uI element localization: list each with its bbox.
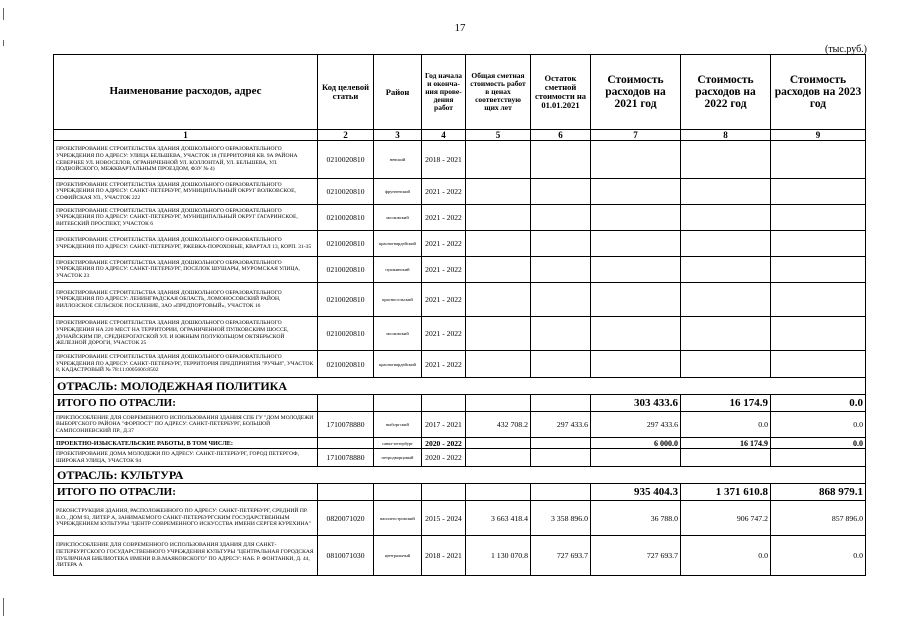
header-remainder: Остаток сметной стоимости на 01.01.2021 — [531, 55, 591, 130]
row-total: 3 663 418.4 — [466, 501, 531, 536]
row-remainder — [531, 179, 591, 205]
row-2022 — [681, 257, 771, 283]
empty-cell — [531, 484, 591, 501]
row-2023 — [771, 205, 866, 231]
row-code: 0210020810 — [318, 257, 374, 283]
row-district: красногвардейский — [374, 231, 422, 257]
column-number-row — [54, 130, 866, 141]
row-2023: 857 896.0 — [771, 501, 866, 536]
row-name: ПРОЕКТИРОВАНИЕ СТРОИТЕЛЬСТВА ЗДАНИЯ ДОШКОЛЬНОГО ОБРАЗОВАТЕЛЬНОГО УЧРЕЖДЕНИЯ ПО АДРЕСУ: САНКТ-ПЕТЕРБУРГ, МУНИЦИПАЛЬНЫЙ ОКРУГ ГАГАРИНСКОЕ, ВИТЕБСКИЙ ПРОСПЕКТ, УЧАСТОК 6 — [54, 205, 318, 231]
subtotal-years: 2020 - 2022 — [422, 438, 466, 449]
section-total-2021: 935 404.3 — [591, 484, 681, 501]
row-name: ПРОЕКТИРОВАНИЕ СТРОИТЕЛЬСТВА ЗДАНИЯ ДОШКОЛЬНОГО ОБРАЗОВАТЕЛЬНОГО УЧРЕЖДЕНИЯ НА 220 МЕСТ НА ТЕРРИТОРИИ, ОГРАНИЧЕННОЙ ПУЛКОВСКИМ ШОССЕ, ДУНАЙСКИМ ПР., СРЕДНЕРОГАТСКОЙ УЛ. И ЮЖНЫМ ПОЛУКОЛЬЦОМ ОКТЯБРЬСКОЙ ЖЕЛЕЗНОЙ ДОРОГИ, УЧАСТОК 25 — [54, 317, 318, 351]
row-district: пушкинский — [374, 257, 422, 283]
row-name: РЕКОНСТРУКЦИЯ ЗДАНИЯ, РАСПОЛОЖЕННОГО ПО АДРЕСУ: САНКТ-ПЕТЕРБУРГ, СРЕДНИЙ ПР. В.О., ДОМ 93, ЛИТЕР А, ЗАНИМАЕМОГО САНКТ-ПЕТЕРБУРГСКИМ ГОСУДАРСТВЕННЫМ УЧРЕЖДЕНИЕМ КУЛЬТУРЫ "ЦЕНТР СОВРЕМЕННОГО ИСКУССТВА ИМЕНИ СЕРГЕЯ КУРЕХИНА" — [54, 501, 318, 536]
page-number: 17 — [454, 22, 466, 34]
row-2023: 0.0 — [771, 536, 866, 576]
header-cost-2023: Стоимость расходов на 2023 год — [771, 55, 866, 130]
row-years: 2021 - 2022 — [422, 257, 466, 283]
section-total-2022: 16 174.9 — [681, 395, 771, 412]
section-header-row — [54, 467, 866, 484]
empty-cell — [681, 449, 771, 467]
row-name: ПРОЕКТИРОВАНИЕ ДОМА МОЛОДЕЖИ ПО АДРЕСУ: САНКТ-ПЕТЕРБУРГ, ГОРОД ПЕТЕРГОФ, ШИРОКАЯ УЛИЦА, УЧАСТОК 94 — [54, 449, 318, 467]
row-remainder: 297 433.6 — [531, 412, 591, 438]
row-total — [466, 257, 531, 283]
section-total-2023: 868 979.1 — [771, 484, 866, 501]
empty-cell — [374, 395, 422, 412]
row-2022 — [681, 317, 771, 351]
row-2021 — [591, 257, 681, 283]
column-number: 7 — [591, 130, 681, 141]
row-district: петродворцовый — [374, 449, 422, 467]
header-code: Код целевой статьи — [318, 55, 374, 130]
empty-cell — [531, 395, 591, 412]
table-row — [54, 283, 866, 317]
row-name: ПРОЕКТИРОВАНИЕ СТРОИТЕЛЬСТВА ЗДАНИЯ ДОШКОЛЬНОГО ОБРАЗОВАТЕЛЬНОГО УЧРЕЖДЕНИЯ ПО АДРЕСУ: САНКТ-ПЕТЕРБУРГ, ПОСЕЛОК ШУШАРЫ, МУРОМСКАЯ УЛИЦА, УЧАСТОК 23 — [54, 257, 318, 283]
expenses-table — [53, 54, 866, 576]
row-2022 — [681, 179, 771, 205]
column-number: 3 — [374, 130, 422, 141]
table-row — [54, 205, 866, 231]
row-total — [466, 205, 531, 231]
table-row — [54, 179, 866, 205]
row-code: 0210020810 — [318, 283, 374, 317]
row-code: 0820071020 — [318, 501, 374, 536]
empty-cell — [466, 484, 531, 501]
row-name: ПРОЕКТИРОВАНИЕ СТРОИТЕЛЬСТВА ЗДАНИЯ ДОШКОЛЬНОГО ОБРАЗОВАТЕЛЬНОГО УЧРЕЖДЕНИЯ ПО АДРЕСУ: САНКТ-ПЕТЕРБУРГ, ТЕРРИТОРИЯ ПРЕДПРИЯТИЯ "РУЧЬИ", УЧАСТОК 8, КАДАСТРОВЫЙ № 78:11:0005606:8502 — [54, 351, 318, 378]
row-total — [466, 179, 531, 205]
row-years: 2021 - 2022 — [422, 179, 466, 205]
row-2023 — [771, 317, 866, 351]
empty-cell — [591, 449, 681, 467]
row-2021 — [591, 179, 681, 205]
empty-cell — [318, 438, 374, 449]
row-remainder: 727 693.7 — [531, 536, 591, 576]
row-total — [466, 351, 531, 378]
row-district: центральный — [374, 536, 422, 576]
column-number: 2 — [318, 130, 374, 141]
section-total-2021: 303 433.6 — [591, 395, 681, 412]
empty-cell — [318, 484, 374, 501]
row-name: ПРОЕКТИРОВАНИЕ СТРОИТЕЛЬСТВА ЗДАНИЯ ДОШКОЛЬНОГО ОБРАЗОВАТЕЛЬНОГО УЧРЕЖДЕНИЯ ПО АДРЕСУ: УЛИЦА БЕЛЬШЕВА, УЧАСТОК 18 (ТЕРРИТОРИЯ КВ. 9А РАЙОНА СЕВЕРНЕЕ УЛ. НОВОСЕЛОВ, ОГРАНИЧЕННОЙ УЛ. КОЛЛОНТАЙ, УЛ. БЕЛЬШЕВА, УЛ. ПОДВОЙСКОГО, МЕЖКВАРТАЛЬНЫМ ПРОЕЗДОМ, ФЗУ № 4) — [54, 141, 318, 179]
row-2021 — [591, 231, 681, 257]
row-2022 — [681, 351, 771, 378]
row-name: ПРОЕКТИРОВАНИЕ СТРОИТЕЛЬСТВА ЗДАНИЯ ДОШКОЛЬНОГО ОБРАЗОВАТЕЛЬНОГО УЧРЕЖДЕНИЯ ПО АДРЕСУ: САНКТ-ПЕТЕРБУРГ, РЖЕВКА-ПОРОХОВЫЕ, КВАРТАЛ 13, КОРП. 31-35 — [54, 231, 318, 257]
row-years: 2021 - 2022 — [422, 231, 466, 257]
table-row — [54, 257, 866, 283]
header-cost-2022: Стоимость расходов на 2022 год — [681, 55, 771, 130]
row-total — [466, 283, 531, 317]
section-total-label: ИТОГО ПО ОТРАСЛИ: — [54, 484, 318, 501]
empty-cell — [771, 449, 866, 467]
row-years: 2021 - 2022 — [422, 317, 466, 351]
row-2021 — [591, 141, 681, 179]
row-2023 — [771, 257, 866, 283]
row-2023 — [771, 179, 866, 205]
table-row — [54, 351, 866, 378]
row-years: 2015 - 2024 — [422, 501, 466, 536]
row-code: 0210020810 — [318, 141, 374, 179]
section-header-row — [54, 378, 866, 395]
subtotal-district: санкт-петербург — [374, 438, 422, 449]
row-district: фрунзенский — [374, 179, 422, 205]
row-remainder — [531, 351, 591, 378]
binding-margin-mark — [3, 8, 4, 20]
row-remainder — [531, 205, 591, 231]
row-district: красногвардейский — [374, 351, 422, 378]
column-number: 1 — [54, 130, 318, 141]
row-2022 — [681, 141, 771, 179]
header-total-cost: Общая сметная стоимость работ в ценах соответствую щих лет — [466, 55, 531, 130]
table-row — [54, 501, 866, 536]
section-total-2023: 0.0 — [771, 395, 866, 412]
row-2021 — [591, 205, 681, 231]
binding-margin-mark — [3, 40, 4, 46]
column-number: 4 — [422, 130, 466, 141]
row-remainder: 3 358 896.0 — [531, 501, 591, 536]
table-row — [54, 317, 866, 351]
row-name: ПРИСПОСОБЛЕНИЕ ДЛЯ СОВРЕМЕННОГО ИСПОЛЬЗОВАНИЯ ЗДАНИЯ СПБ ГУ "ДОМ МОЛОДЕЖИ ВЫБОРГСКОГО РАЙОНА "ФОРПОСТ" ПО АДРЕСУ: САНКТ-ПЕТЕРБУРГ, БОЛЬШОЙ САМПСОНИЕВСКИЙ ПР., Д.37 — [54, 412, 318, 438]
row-remainder — [531, 141, 591, 179]
subtotal-name: ПРОЕКТНО-ИЗЫСКАТЕЛЬСКИЕ РАБОТЫ, В ТОМ ЧИСЛЕ: — [54, 438, 318, 449]
subtotal-2022: 16 174.9 — [681, 438, 771, 449]
row-remainder — [531, 231, 591, 257]
row-2021: 727 693.7 — [591, 536, 681, 576]
empty-cell — [531, 438, 591, 449]
section-title-youth: ОТРАСЛЬ: МОЛОДЕЖНАЯ ПОЛИТИКА — [54, 378, 866, 395]
row-total — [466, 231, 531, 257]
table-row — [54, 231, 866, 257]
table-row — [54, 449, 866, 467]
column-number: 6 — [531, 130, 591, 141]
row-total: 432 708.2 — [466, 412, 531, 438]
header-cost-2021: Стоимость расходов на 2021 год — [591, 55, 681, 130]
row-2021: 36 788.0 — [591, 501, 681, 536]
table-row — [54, 141, 866, 179]
row-years: 2018 - 2021 — [422, 141, 466, 179]
section-total-2022: 1 371 610.8 — [681, 484, 771, 501]
row-code: 0210020810 — [318, 205, 374, 231]
row-district: московский — [374, 205, 422, 231]
row-years: 2021 - 2022 — [422, 351, 466, 378]
row-2023 — [771, 351, 866, 378]
row-years: 2021 - 2022 — [422, 283, 466, 317]
row-2021 — [591, 317, 681, 351]
row-2021 — [591, 351, 681, 378]
row-name: ПРОЕКТИРОВАНИЕ СТРОИТЕЛЬСТВА ЗДАНИЯ ДОШКОЛЬНОГО ОБРАЗОВАТЕЛЬНОГО УЧРЕЖДЕНИЯ ПО АДРЕСУ: САНКТ-ПЕТЕРБУРГ, МУНИЦИПАЛЬНЫЙ ОКРУГ ВОЛКОВСКОЕ, СОФИЙСКАЯ УЛ., УЧАСТОК 222 — [54, 179, 318, 205]
empty-cell — [318, 395, 374, 412]
column-number: 8 — [681, 130, 771, 141]
row-code: 0210020810 — [318, 351, 374, 378]
row-2023 — [771, 141, 866, 179]
row-remainder — [531, 257, 591, 283]
units-label: (тыс.руб.) — [824, 44, 867, 55]
section-total-row — [54, 484, 866, 501]
row-2022 — [681, 283, 771, 317]
subtotal-2021: 6 000.0 — [591, 438, 681, 449]
header-years: Год начала и оконча-ния прове-дения работ — [422, 55, 466, 130]
row-district: московский — [374, 317, 422, 351]
row-total — [466, 317, 531, 351]
row-total: 1 130 070.8 — [466, 536, 531, 576]
table-row — [54, 536, 866, 576]
row-2023 — [771, 231, 866, 257]
row-2022: 0.0 — [681, 412, 771, 438]
row-name: ПРОЕКТИРОВАНИЕ СТРОИТЕЛЬСТВА ЗДАНИЯ ДОШКОЛЬНОГО ОБРАЗОВАТЕЛЬНОГО УЧРЕЖДЕНИЯ ПО АДРЕСУ: ЛЕНИНГРАДСКАЯ ОБЛАСТЬ, ЛОМОНОСОВСКИЙ РАЙОН, ВИЛЛОЗСКОЕ СЕЛЬСКОЕ ПОСЕЛЕНИЕ, ЗАО «ПРЕДПОРТОВЫЙ», УЧАСТОК 16 — [54, 283, 318, 317]
binding-margin-mark — [3, 598, 4, 616]
row-2022: 906 747.2 — [681, 501, 771, 536]
row-remainder — [531, 317, 591, 351]
row-2022 — [681, 205, 771, 231]
header-district: Район — [374, 55, 422, 130]
row-2022: 0.0 — [681, 536, 771, 576]
subtotal-row — [54, 438, 866, 449]
row-district: красносельский — [374, 283, 422, 317]
row-remainder — [531, 283, 591, 317]
row-code: 0810071030 — [318, 536, 374, 576]
row-2023 — [771, 283, 866, 317]
section-total-label: ИТОГО ПО ОТРАСЛИ: — [54, 395, 318, 412]
section-total-row — [54, 395, 866, 412]
table-row — [54, 412, 866, 438]
section-title-culture: ОТРАСЛЬ: КУЛЬТУРА — [54, 467, 866, 484]
row-code: 1710078880 — [318, 412, 374, 438]
empty-cell — [374, 484, 422, 501]
empty-cell — [466, 449, 531, 467]
column-number: 5 — [466, 130, 531, 141]
row-years: 2017 - 2021 — [422, 412, 466, 438]
row-2022 — [681, 231, 771, 257]
empty-cell — [466, 395, 531, 412]
row-total — [466, 141, 531, 179]
subtotal-2023: 0.0 — [771, 438, 866, 449]
row-name: ПРИСПОСОБЛЕНИЕ ДЛЯ СОВРЕМЕННОГО ИСПОЛЬЗОВАНИЯ ЗДАНИЯ ДЛЯ САНКТ-ПЕТЕРБУРГСКОГО ГОСУДАРСТВЕННОГО УЧРЕЖДЕНИЯ КУЛЬТУРЫ "ЦЕНТРАЛЬНАЯ ГОРОДСКАЯ ПУБЛИЧНАЯ БИБЛИОТЕКА ИМЕНИ В.В.МАЯКОВСКОГО" ПО АДРЕСУ: НАБ. Р. ФОНТАНКИ, Д. 44, ЛИТЕРА А — [54, 536, 318, 576]
column-number: 9 — [771, 130, 866, 141]
row-years: 2021 - 2022 — [422, 205, 466, 231]
row-district: выборгский — [374, 412, 422, 438]
row-2021 — [591, 283, 681, 317]
empty-cell — [422, 395, 466, 412]
row-years: 2018 - 2021 — [422, 536, 466, 576]
header-row — [54, 55, 866, 130]
row-district: невский — [374, 141, 422, 179]
row-code: 1710078880 — [318, 449, 374, 467]
row-years: 2020 - 2022 — [422, 449, 466, 467]
empty-cell — [466, 438, 531, 449]
row-2021: 297 433.6 — [591, 412, 681, 438]
empty-cell — [422, 484, 466, 501]
row-code: 0210020810 — [318, 179, 374, 205]
header-name: Наименование расходов, адрес — [54, 55, 318, 130]
row-district: василеостровский — [374, 501, 422, 536]
row-code: 0210020810 — [318, 317, 374, 351]
empty-cell — [531, 449, 591, 467]
row-2023: 0.0 — [771, 412, 866, 438]
row-code: 0210020810 — [318, 231, 374, 257]
